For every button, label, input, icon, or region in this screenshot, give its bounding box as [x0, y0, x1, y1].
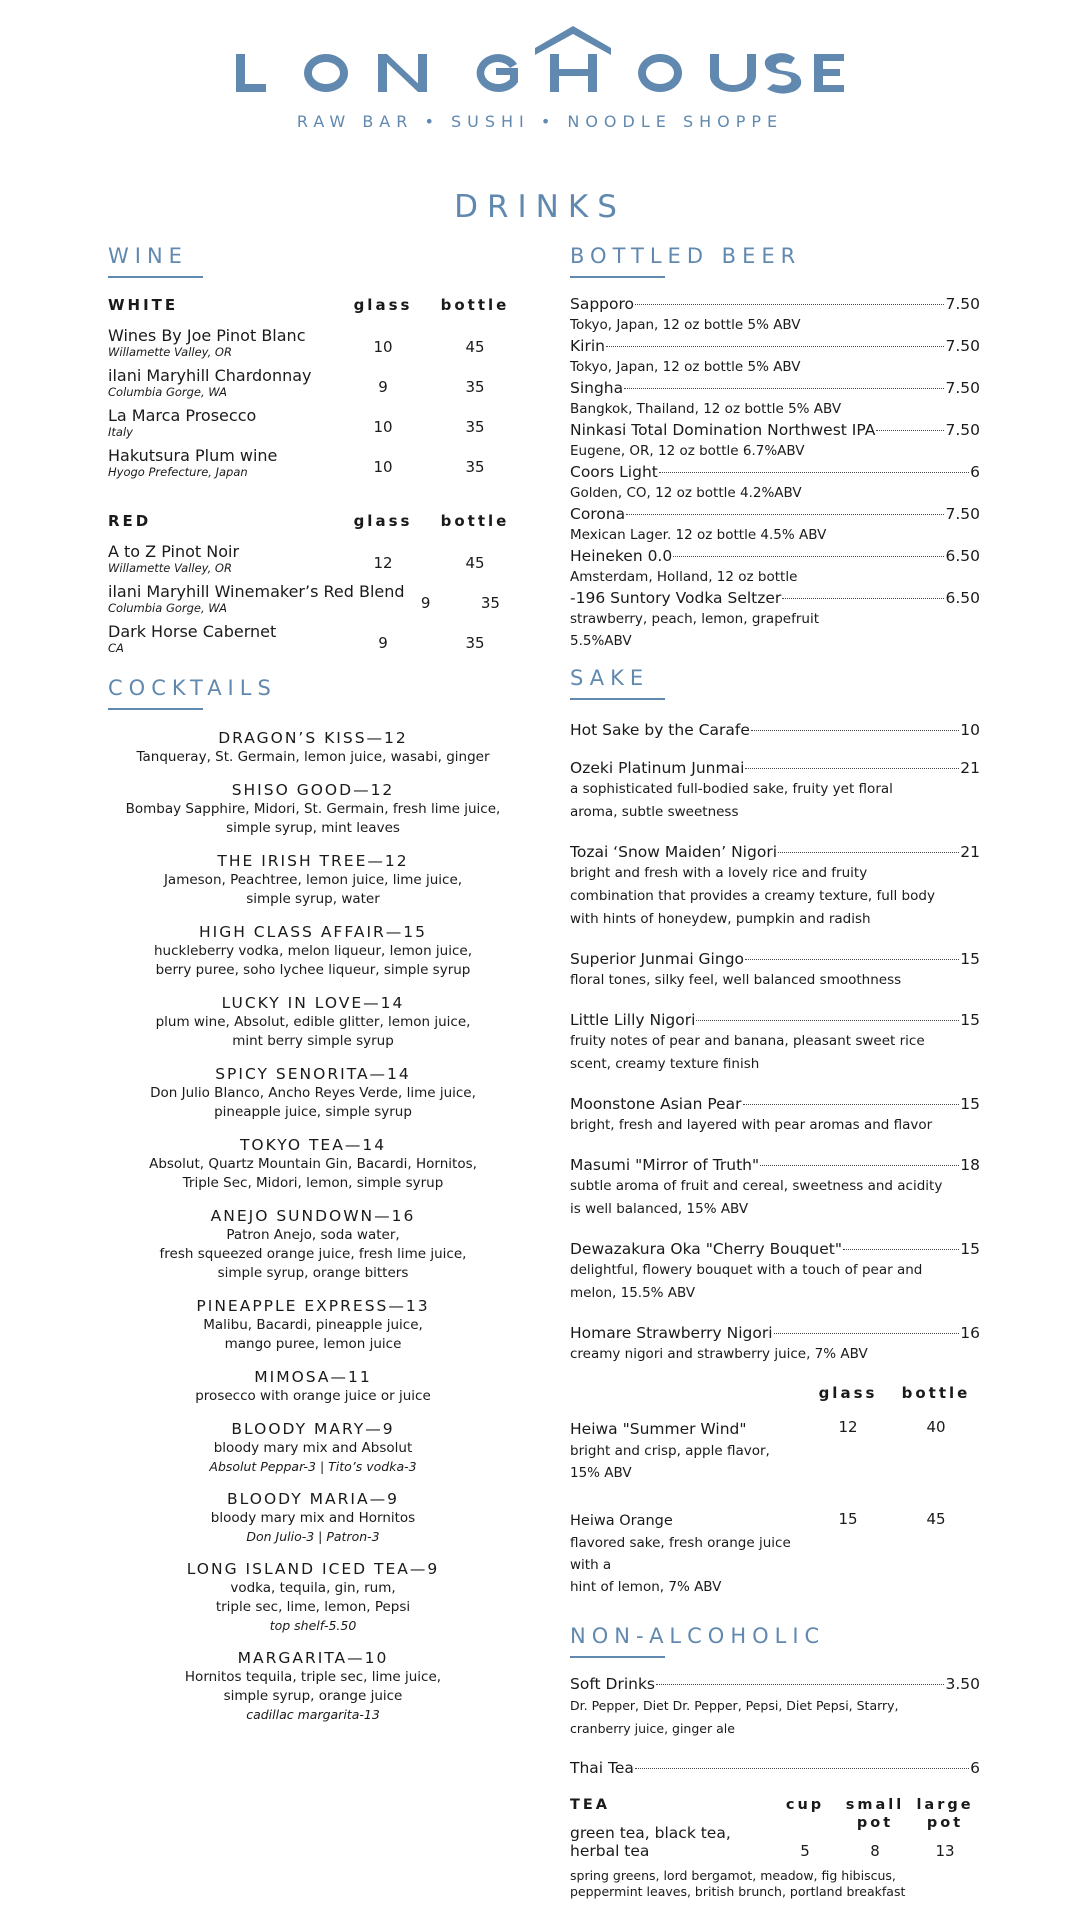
sake-glass-description: flavored sake, fresh orange juice with a: [570, 1535, 791, 1573]
leader-dots: [745, 959, 959, 960]
wine-row: [108, 362, 518, 402]
tea-block: [570, 1796, 980, 1900]
tea-small-price: 8: [870, 1842, 880, 1860]
wine-row: [108, 402, 518, 442]
section-rule: [570, 276, 665, 278]
red-label: RED: [108, 512, 152, 530]
section-rule: [108, 276, 203, 278]
item-price: 15: [960, 1095, 980, 1113]
wine-region: Italy: [108, 424, 133, 439]
sake-description: fruity notes of pear and banana, pleasant sweet rice: [570, 1033, 925, 1049]
cocktail-ingredients: Hornitos tequila, triple sec, lime juice,: [184, 1669, 442, 1685]
leader-dots: [696, 1020, 959, 1021]
cocktail-ingredients: triple sec, lime, lemon, Pepsi: [215, 1599, 411, 1615]
sake-glass-price: 15: [838, 1510, 858, 1528]
item-name: Kirin: [570, 337, 605, 355]
sake-glass-name: Heiwa Orange: [570, 1513, 673, 1529]
dotted-line: [570, 504, 980, 524]
cocktail-ingredients: bloody mary mix and Absolut: [213, 1440, 413, 1456]
glass-label: glass: [353, 512, 413, 530]
sake-section: [570, 666, 980, 1598]
item-name: Singha: [570, 379, 624, 397]
beer-item: [570, 462, 980, 504]
wine-glass-price: 10: [373, 338, 393, 356]
non-alcoholic-section: [570, 1624, 980, 1900]
cocktail-item: [108, 1489, 518, 1546]
cocktail-title: MARGARITA—10: [237, 1649, 389, 1667]
dotted-line: [570, 336, 980, 356]
cocktail-ingredients: Absolut, Quartz Mountain Gin, Bacardi, Hornitos,: [149, 1156, 477, 1172]
logo: [0, 22, 1080, 100]
non-alcoholic-item: [570, 1758, 980, 1778]
white-label: WHITE: [108, 296, 179, 314]
dotted-line: [570, 462, 980, 482]
wine-glass-price: 12: [373, 554, 393, 572]
sake-glass-row: [570, 1418, 980, 1484]
item-price: 6: [970, 463, 980, 481]
dotted-line: [570, 378, 980, 398]
tea-small-label-line: small: [845, 1797, 905, 1813]
sake-description: combination that provides a creamy texture, full body: [570, 888, 935, 904]
beer-item: [570, 588, 980, 652]
sake-description: bright and fresh with a lovely rice and fruity: [570, 865, 868, 881]
item-price: 15: [960, 1011, 980, 1029]
cocktail-ingredients: Bombay Sapphire, Midori, St. Germain, fresh lime juice,: [125, 801, 501, 817]
cocktail-item: [108, 1559, 518, 1635]
cocktail-title: BLOODY MARY—9: [231, 1420, 395, 1438]
wine-name: Wines By Joe Pinot Blanc: [108, 325, 306, 345]
leader-dots: [656, 1684, 944, 1685]
cocktail-item: [108, 1367, 518, 1406]
sake-item: [570, 1239, 980, 1305]
beer-description: Eugene, OR, 12 oz bottle 6.7%ABV: [570, 443, 805, 459]
glass-label: glass: [818, 1384, 878, 1402]
sake-by-glass-list: [570, 1418, 980, 1598]
cocktail-ingredients: berry puree, soho lychee liqueur, simple syrup: [155, 962, 471, 978]
wine-name: ilani Maryhill Winemaker’s Red Blend: [108, 581, 405, 601]
bottle-label: bottle: [440, 296, 510, 314]
beer-list: [570, 294, 980, 652]
wine-name-block: [108, 326, 350, 359]
wine-name: Hakutsura Plum wine: [108, 445, 278, 465]
beer-item: [570, 336, 980, 378]
non-alcoholic-description: cranberry juice, ginger ale: [570, 1721, 735, 1736]
leader-dots: [760, 1165, 959, 1166]
leader-dots: [782, 598, 944, 599]
dotted-line: [570, 1010, 980, 1030]
cocktail-ingredients: Malibu, Bacardi, pineapple juice,: [203, 1317, 423, 1333]
sake-description: bright, fresh and layered with pear aromas and flavor: [570, 1117, 933, 1133]
section-rule: [570, 698, 665, 700]
leader-dots: [635, 1768, 969, 1769]
sake-glass-name-block: [570, 1510, 804, 1598]
sake-description: creamy nigori and strawberry juice, 7% ABV: [570, 1346, 868, 1362]
cocktail-title: TOKYO TEA—14: [239, 1136, 387, 1154]
cocktail-title: BLOODY MARIA—9: [227, 1490, 399, 1508]
wine-name-block: [108, 542, 350, 575]
item-price: 7.50: [945, 421, 980, 439]
cocktail-title: LONG ISLAND ICED TEA—9: [186, 1560, 440, 1578]
cocktail-item: [108, 851, 518, 909]
wine-row: [108, 538, 518, 578]
item-price: 7.50: [945, 337, 980, 355]
beer-item: [570, 294, 980, 336]
cocktail-title: DRAGON’S KISS—12: [218, 729, 408, 747]
cocktail-ingredients: fresh squeezed orange juice, fresh lime juice,: [159, 1246, 467, 1262]
section-rule: [108, 708, 203, 710]
sake-item: [570, 720, 980, 740]
sake-description: subtle aroma of fruit and cereal, sweetness and acidity: [570, 1178, 943, 1194]
red-wine-list: [108, 538, 518, 658]
leader-dots: [673, 556, 944, 557]
cocktail-ingredients: huckleberry vodka, melon liqueur, lemon juice,: [153, 943, 472, 959]
logo-wordmark: [236, 26, 844, 94]
sake-glass-description: bright and crisp, apple flavor, 15% ABV: [570, 1443, 770, 1481]
wine-name-block: [108, 582, 405, 615]
cocktail-item: [108, 1419, 518, 1476]
cocktail-ingredients: plum wine, Absolut, edible glitter, lemon juice,: [155, 1014, 471, 1030]
leader-dots: [745, 768, 959, 769]
red-wine-header: [108, 512, 518, 530]
cocktail-ingredients: mango puree, lemon juice: [224, 1336, 402, 1352]
wine-region: Willamette Valley, OR: [108, 344, 232, 359]
cocktail-ingredients: Triple Sec, Midori, lemon, simple syrup: [182, 1175, 444, 1191]
sake-description: aroma, subtle sweetness: [570, 804, 739, 820]
sake-description: floral tones, silky feel, well balanced smoothness: [570, 972, 902, 988]
cocktail-item: [108, 728, 518, 767]
sake-glass-price: 12: [838, 1418, 858, 1436]
tea-large-pot-label: [910, 1796, 980, 1832]
sake-item: [570, 842, 980, 931]
wine-glass-price: 9: [378, 378, 388, 396]
tea-large-label-line: pot: [926, 1815, 964, 1831]
item-price: 6.50: [945, 589, 980, 607]
wine-row: [108, 322, 518, 362]
non-alcoholic-description: Dr. Pepper, Diet Dr. Pepper, Pepsi, Diet Pepsi, Starry,: [570, 1698, 899, 1713]
dotted-line: [570, 588, 980, 608]
sake-item: [570, 1323, 980, 1366]
item-price: 15: [960, 950, 980, 968]
section-rule: [570, 1656, 665, 1658]
item-name: Soft Drinks: [570, 1675, 656, 1693]
item-name: Superior Junmai Gingo: [570, 950, 745, 968]
tagline: RAW BAR • SUSHI • NOODLE SHOPPE: [296, 112, 784, 131]
item-name: Coors Light: [570, 463, 658, 481]
dotted-line: [570, 720, 980, 740]
sake-item: [570, 1155, 980, 1221]
wine-bottle-price: 35: [465, 634, 485, 652]
beer-description: Tokyo, Japan, 12 oz bottle 5% ABV: [570, 317, 801, 333]
item-name: Little Lilly Nigori: [570, 1011, 696, 1029]
cocktail-ingredients: Don Julio Blanco, Ancho Reyes Verde, lime juice,: [150, 1085, 476, 1101]
cocktail-ingredients: simple syrup, water: [246, 891, 380, 907]
wine-bottle-price: 35: [465, 458, 485, 476]
dotted-line: [570, 1155, 980, 1175]
item-name: Masumi "Mirror of Truth": [570, 1156, 760, 1174]
cocktail-item: [108, 780, 518, 838]
leader-dots: [626, 514, 944, 515]
wine-name: A to Z Pinot Noir: [108, 541, 240, 561]
item-name: Homare Strawberry Nigori: [570, 1324, 773, 1342]
white-wine-list: [108, 322, 518, 482]
tea-label: TEA: [570, 1797, 611, 1813]
item-price: 15: [960, 1240, 980, 1258]
cocktail-title: MIMOSA—11: [254, 1368, 372, 1386]
sake-glass-name: Heiwa "Summer Wind": [570, 1420, 747, 1438]
tea-name-line: green tea, black tea,: [570, 1824, 731, 1842]
dotted-line: [570, 1323, 980, 1343]
cocktail-ingredients: Jameson, Peachtree, lemon juice, lime juice,: [163, 872, 463, 888]
non-alcoholic-list: [570, 1674, 980, 1778]
leader-dots: [778, 852, 959, 853]
cocktail-title: PINEAPPLE EXPRESS—13: [196, 1297, 430, 1315]
tea-cup-label: cup: [785, 1797, 825, 1813]
wine-glass-price: 10: [373, 458, 393, 476]
cocktails-section: [108, 676, 518, 1724]
cocktail-title: ANEJO SUNDOWN—16: [210, 1207, 416, 1225]
cocktail-ingredients: vodka, tequila, gin, rum,: [230, 1580, 396, 1596]
dotted-line: [570, 294, 980, 314]
leader-dots: [751, 730, 959, 731]
right-column: [570, 244, 980, 1900]
item-name: Ninkasi Total Domination Northwest IPA: [570, 421, 876, 439]
beer-description: Mexican Lager. 12 oz bottle 4.5% ABV: [570, 527, 827, 543]
cocktail-item: [108, 1296, 518, 1354]
tea-cup-price: 5: [800, 1842, 810, 1860]
page-title: DRINKS: [454, 188, 626, 225]
non-alcoholic-item: [570, 1674, 980, 1740]
sake-heading: SAKE: [570, 666, 650, 690]
tea-large-label-line: large: [916, 1797, 974, 1813]
sake-item: [570, 1094, 980, 1137]
item-name: Tozai ‘Snow Maiden’ Nigori: [570, 843, 777, 861]
cocktail-ingredients: bloody mary mix and Hornitos: [210, 1510, 416, 1526]
cocktail-title: THE IRISH TREE—12: [217, 852, 409, 870]
cocktail-ingredients: prosecco with orange juice or juice: [195, 1388, 431, 1404]
item-price: 21: [960, 759, 980, 777]
sake-bottle-price: 45: [926, 1510, 946, 1528]
cocktail-title: HIGH CLASS AFFAIR—15: [198, 923, 428, 941]
cocktail-title: SHISO GOOD—12: [231, 781, 395, 799]
wine-row: [108, 578, 518, 618]
wine-glass-price: 9: [378, 634, 388, 652]
wine-section: [108, 244, 518, 658]
dotted-line: [570, 1239, 980, 1259]
sake-description: is well balanced, 15% ABV: [570, 1201, 749, 1217]
wine-heading: WINE: [108, 244, 188, 268]
leader-dots: [843, 1249, 959, 1250]
wine-name-block: [108, 406, 350, 439]
cocktail-item: [108, 1135, 518, 1193]
cocktail-upgrade: Absolut Peppar-3 | Tito’s vodka-3: [209, 1459, 417, 1474]
wine-bottle-price: 35: [465, 378, 485, 396]
dotted-line: [570, 1674, 980, 1694]
leader-dots: [876, 430, 944, 431]
beer-item: [570, 378, 980, 420]
leader-dots: [774, 1333, 960, 1334]
wine-region: Columbia Gorge, WA: [108, 600, 227, 615]
item-price: 18: [960, 1156, 980, 1174]
wine-row: [108, 618, 518, 658]
cocktail-item: [108, 1064, 518, 1122]
beer-heading: BOTTLED BEER: [570, 244, 802, 268]
item-name: Dewazakura Oka "Cherry Bouquet": [570, 1240, 842, 1258]
wine-bottle-price: 45: [465, 338, 485, 356]
left-column: [108, 244, 518, 1737]
cocktail-upgrade: Don Julio-3 | Patron-3: [246, 1529, 380, 1544]
item-name: -196 Suntory Vodka Seltzer: [570, 589, 782, 607]
dotted-line: [570, 420, 980, 440]
tea-desc-line: spring greens, lord bergamot, meadow, fig hibiscus,: [570, 1868, 896, 1883]
dotted-line: [570, 1094, 980, 1114]
cocktail-ingredients: simple syrup, orange juice: [223, 1688, 403, 1704]
wine-region: CA: [108, 640, 124, 655]
dotted-line: [570, 758, 980, 778]
tea-description: [570, 1868, 980, 1900]
wine-region: Hyogo Prefecture, Japan: [108, 464, 248, 479]
wine-name-block: [108, 366, 350, 399]
item-price: 16: [960, 1324, 980, 1342]
tea-small-pot-label: [840, 1796, 910, 1832]
cocktail-item: [108, 1648, 518, 1724]
item-price: 3.50: [945, 1675, 980, 1693]
cocktail-ingredients: simple syrup, orange bitters: [217, 1265, 409, 1281]
tea-name-line: herbal tea: [570, 1842, 650, 1860]
wine-bottle-price: 35: [480, 594, 500, 612]
sake-glass-row: [570, 1510, 980, 1598]
item-name: Heineken 0.0: [570, 547, 673, 565]
cocktail-title: SPICY SENORITA—14: [215, 1065, 411, 1083]
item-price: 7.50: [945, 505, 980, 523]
wine-name: ilani Maryhill Chardonnay: [108, 365, 312, 385]
cocktail-ingredients: Patron Anejo, soda water,: [226, 1227, 400, 1243]
wine-glass-price: 9: [420, 594, 431, 612]
wine-region: Columbia Gorge, WA: [108, 384, 227, 399]
cocktail-item: [108, 993, 518, 1051]
item-price: 7.50: [945, 295, 980, 313]
dotted-line: [570, 842, 980, 862]
sake-list: [570, 720, 980, 1366]
wine-name: Dark Horse Cabernet: [108, 621, 277, 641]
leader-dots: [659, 472, 969, 473]
dotted-line: [570, 1758, 980, 1778]
sake-description: with hints of honeydew, pumpkin and radish: [570, 911, 871, 927]
sake-glass-bottle-header: [570, 1384, 980, 1402]
beer-description: 5.5%ABV: [570, 633, 632, 649]
cocktail-ingredients: Tanqueray, St. Germain, lemon juice, wasabi, ginger: [136, 749, 490, 765]
beer-description: Tokyo, Japan, 12 oz bottle 5% ABV: [570, 359, 801, 375]
bottle-label: bottle: [440, 512, 510, 530]
sake-item: [570, 1010, 980, 1076]
sake-description: a sophisticated full-bodied sake, fruity yet floral: [570, 781, 893, 797]
cocktail-ingredients: simple syrup, mint leaves: [226, 820, 400, 836]
tea-desc-line: peppermint leaves, british brunch, portland breakfast: [570, 1884, 906, 1899]
sake-glass-description: hint of lemon, 7% ABV: [570, 1579, 722, 1595]
wine-row: [108, 442, 518, 482]
leader-dots: [624, 388, 944, 389]
wine-glass-price: 10: [373, 418, 393, 436]
beer-item: [570, 420, 980, 462]
item-price: 7.50: [945, 379, 980, 397]
cocktail-ingredients: pineapple juice, simple syrup: [214, 1104, 412, 1120]
wine-bottle-price: 45: [465, 554, 485, 572]
item-name: Ozeki Platinum Junmai: [570, 759, 745, 777]
wine-bottle-price: 35: [465, 418, 485, 436]
item-name: Thai Tea: [570, 1759, 634, 1777]
sake-description: melon, 15.5% ABV: [570, 1285, 696, 1301]
non-alcoholic-heading: NON-ALCOHOLIC: [570, 1624, 826, 1648]
cocktail-upgrade: top shelf-5.50: [269, 1618, 357, 1633]
sake-description: scent, creamy texture finish: [570, 1056, 760, 1072]
item-name: Sapporo: [570, 295, 635, 313]
leader-dots: [635, 304, 944, 305]
wine-name-block: [108, 446, 350, 479]
item-price: 10: [960, 721, 980, 739]
beer-item: [570, 504, 980, 546]
tea-name: [570, 1824, 770, 1860]
wine-region: Willamette Valley, OR: [108, 560, 232, 575]
item-name: Corona: [570, 505, 626, 523]
sake-description: delightful, flowery bouquet with a touch of pear and: [570, 1262, 923, 1278]
beer-description: strawberry, peach, lemon, grapefruit: [570, 611, 819, 627]
sake-bottle-price: 40: [926, 1418, 946, 1436]
bottle-label: bottle: [901, 1384, 971, 1402]
tea-small-label-line: pot: [856, 1815, 894, 1831]
cocktail-item: [108, 1206, 518, 1283]
glass-label: glass: [353, 296, 413, 314]
cocktail-item: [108, 922, 518, 980]
beer-item: [570, 546, 980, 588]
item-name: Hot Sake by the Carafe: [570, 721, 750, 739]
cocktail-list: [108, 728, 518, 1724]
cocktail-title: LUCKY IN LOVE—14: [221, 994, 405, 1012]
wine-name-block: [108, 622, 350, 655]
longhouse-logo: [230, 22, 850, 100]
sake-item: [570, 949, 980, 992]
item-name: Moonstone Asian Pear: [570, 1095, 742, 1113]
leader-dots: [606, 346, 945, 347]
wine-name: La Marca Prosecco: [108, 405, 257, 425]
item-price: 21: [960, 843, 980, 861]
item-price: 6: [970, 1759, 980, 1777]
dotted-line: [570, 949, 980, 969]
beer-description: Amsterdam, Holland, 12 oz bottle: [570, 569, 798, 585]
tea-large-price: 13: [935, 1842, 955, 1860]
sake-item: [570, 758, 980, 824]
cocktail-upgrade: cadillac margarita-13: [246, 1707, 380, 1722]
dotted-line: [570, 546, 980, 566]
beer-section: [570, 244, 980, 652]
cocktail-ingredients: mint berry simple syrup: [232, 1033, 394, 1049]
item-price: 6.50: [945, 547, 980, 565]
beer-description: Golden, CO, 12 oz bottle 4.2%ABV: [570, 485, 802, 501]
cocktails-heading: COCKTAILS: [108, 676, 277, 700]
white-wine-header: [108, 296, 518, 314]
sake-glass-name-block: [570, 1418, 804, 1484]
leader-dots: [743, 1104, 960, 1105]
beer-description: Bangkok, Thailand, 12 oz bottle 5% ABV: [570, 401, 842, 417]
